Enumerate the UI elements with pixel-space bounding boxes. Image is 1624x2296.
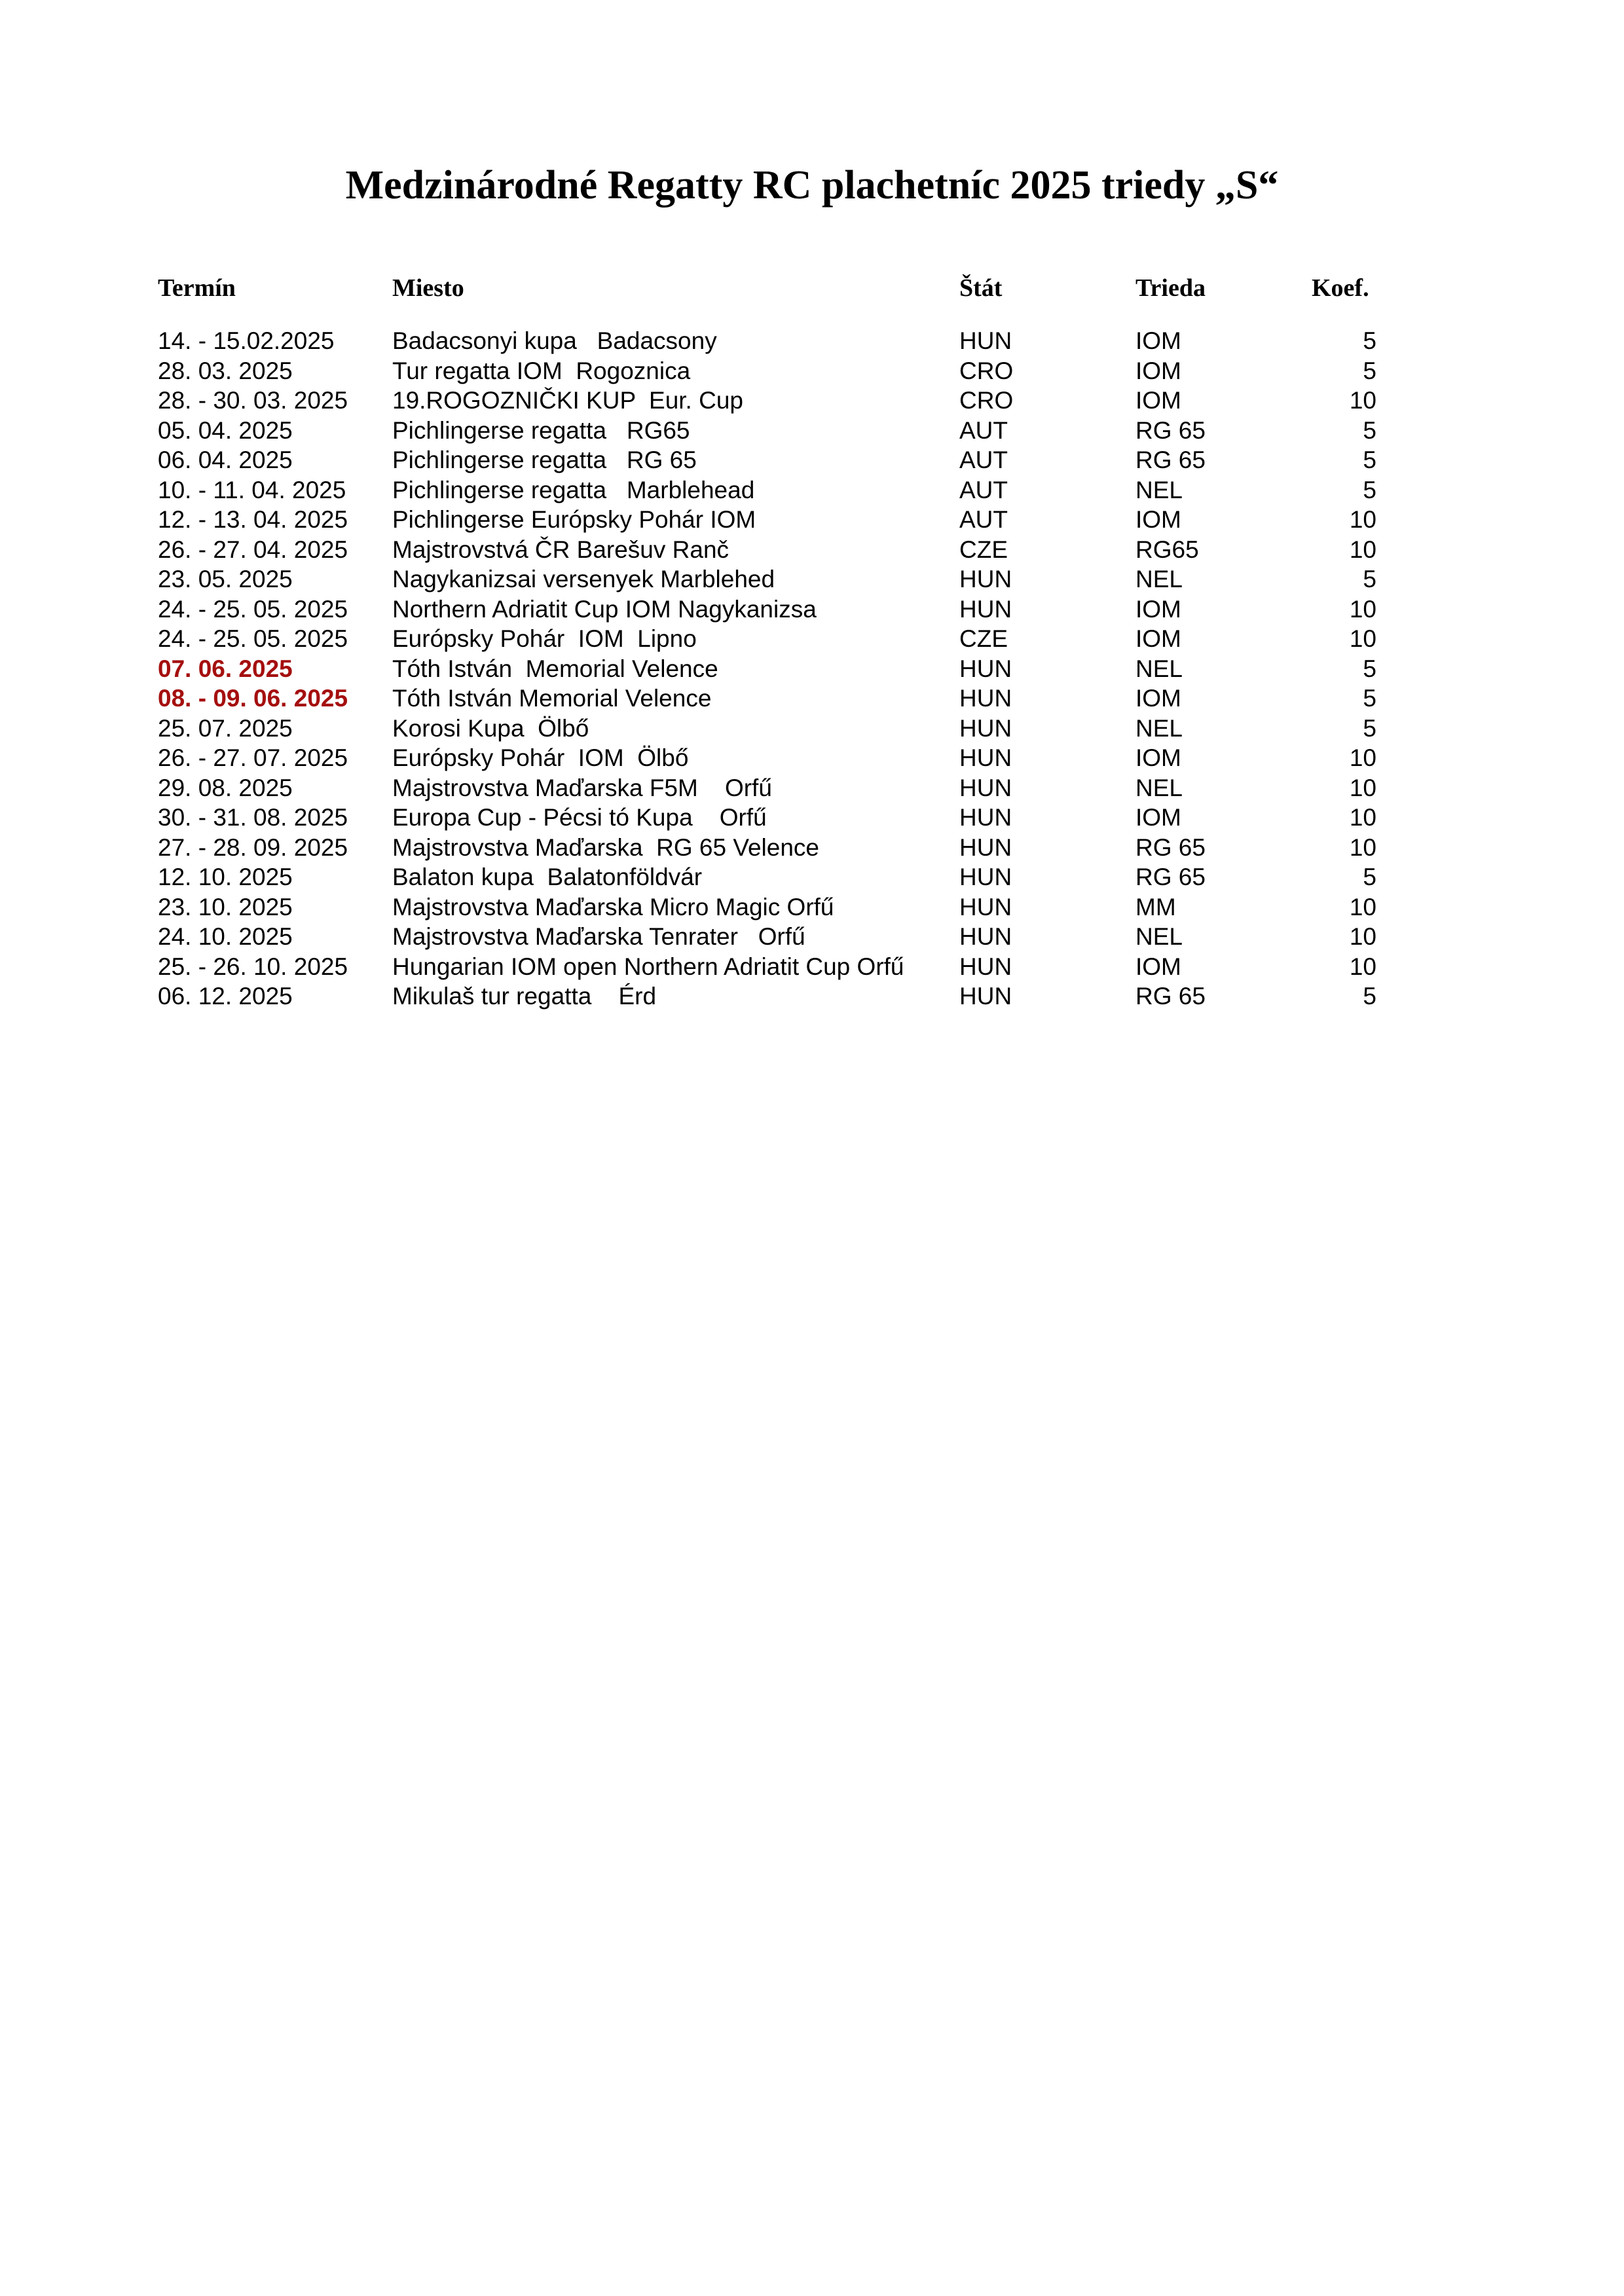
cell-coef: 10 (1349, 833, 1376, 861)
cell-place: Pichlingerse regatta RG 65 (392, 446, 697, 473)
cell-coef: 10 (1349, 923, 1376, 950)
cell-coef: 5 (1363, 566, 1376, 592)
cell-coef: 10 (1349, 953, 1376, 980)
table-row (0, 445, 1624, 475)
cell-place: Nagykanizsai versenyek Marblehed (392, 566, 775, 592)
cell-class: RG 65 (1135, 416, 1206, 444)
cell-state: HUN (959, 923, 1012, 950)
cell-place: Európsky Pohár IOM Lipno (392, 625, 697, 652)
cell-place: Hungarian IOM open Northern Adriatit Cup Orfű (392, 953, 904, 980)
cell-place: 19.ROGOZNIČKI KUP Eur. Cup (392, 387, 743, 414)
cell-class: RG65 (1135, 536, 1199, 563)
table-row (0, 654, 1624, 684)
cell-date: 25. 07. 2025 (158, 714, 293, 742)
table-row (0, 505, 1624, 535)
cell-coef: 10 (1349, 536, 1376, 563)
cell-place: Mikulaš tur regatta Érd (392, 983, 657, 1010)
cell-coef: 5 (1363, 714, 1376, 742)
cell-coef: 10 (1349, 506, 1376, 533)
cell-class: NEL (1135, 566, 1183, 592)
cell-state: CRO (959, 387, 1014, 414)
cell-state: HUN (959, 744, 1012, 771)
table-row (0, 386, 1624, 416)
cell-coef: 5 (1363, 655, 1376, 682)
cell-class: RG 65 (1135, 864, 1206, 890)
cell-place: Majstrovstva Maďarska Tenrater Orfű (392, 923, 805, 950)
cell-coef: 5 (1363, 416, 1376, 444)
cell-class: IOM (1135, 744, 1181, 771)
cell-state: HUN (959, 953, 1012, 980)
header-class: Trieda (1135, 274, 1206, 302)
cell-state: HUN (959, 983, 1012, 1010)
cell-class: IOM (1135, 685, 1181, 712)
header-place: Miesto (392, 274, 464, 302)
regatta-table (0, 326, 1624, 1011)
cell-date: 28. 03. 2025 (158, 357, 293, 384)
cell-place: Pichlingerse Európsky Pohár IOM (392, 506, 756, 533)
cell-coef: 5 (1363, 685, 1376, 712)
cell-coef: 5 (1363, 864, 1376, 890)
table-row (0, 952, 1624, 982)
cell-coef: 10 (1349, 625, 1376, 652)
table-row (0, 833, 1624, 863)
cell-class: NEL (1135, 923, 1183, 950)
cell-state: CZE (959, 625, 1008, 652)
cell-place: Európsky Pohár IOM Ölbő (392, 744, 689, 771)
header-state: Štát (959, 274, 1003, 302)
cell-date: 12. - 13. 04. 2025 (158, 506, 348, 533)
cell-coef: 10 (1349, 774, 1376, 801)
cell-class: NEL (1135, 655, 1183, 682)
header-coef: Koef. (1312, 274, 1369, 302)
table-row (0, 594, 1624, 625)
table-row (0, 803, 1624, 833)
cell-class: MM (1135, 893, 1176, 920)
cell-class: RG 65 (1135, 833, 1206, 861)
cell-class: IOM (1135, 506, 1181, 533)
cell-date: 24. - 25. 05. 2025 (158, 595, 348, 623)
table-row (0, 773, 1624, 803)
cell-state: HUN (959, 327, 1012, 354)
cell-date: 23. 10. 2025 (158, 893, 293, 920)
cell-coef: 5 (1363, 357, 1376, 384)
cell-place: Majstrovstva Maďarska F5M Orfű (392, 774, 772, 801)
cell-date: 28. - 30. 03. 2025 (158, 387, 348, 414)
table-row (0, 475, 1624, 505)
cell-place: Balaton kupa Balatonföldvár (392, 864, 703, 890)
cell-date: 27. - 28. 09. 2025 (158, 833, 348, 861)
cell-state: CRO (959, 357, 1014, 384)
document-title: Medzinárodné Regatty RC plachetníc 2025 triedy „S“ (345, 163, 1279, 208)
cell-class: IOM (1135, 953, 1181, 980)
cell-place: Korosi Kupa Ölbő (392, 714, 589, 742)
cell-coef: 10 (1349, 744, 1376, 771)
cell-date: 29. 08. 2025 (158, 774, 293, 801)
cell-coef: 10 (1349, 387, 1376, 414)
table-row (0, 981, 1624, 1011)
table-row (0, 326, 1624, 356)
cell-date: 24. - 25. 05. 2025 (158, 625, 348, 652)
table-row (0, 922, 1624, 952)
cell-date: 23. 05. 2025 (158, 566, 293, 592)
table-row (0, 564, 1624, 594)
cell-date: 24. 10. 2025 (158, 923, 293, 950)
cell-state: HUN (959, 566, 1012, 592)
table-header (0, 268, 1624, 308)
cell-coef: 5 (1363, 983, 1376, 1010)
cell-date: 14. - 15.02.2025 (158, 327, 335, 354)
cell-state: HUN (959, 864, 1012, 890)
table-row (0, 416, 1624, 446)
cell-date: 26. - 27. 04. 2025 (158, 536, 348, 563)
cell-place: Tóth István Memorial Velence (392, 685, 712, 712)
cell-coef: 10 (1349, 595, 1376, 623)
cell-date: 12. 10. 2025 (158, 864, 293, 890)
cell-date: 08. - 09. 06. 2025 (158, 685, 348, 712)
cell-state: AUT (959, 416, 1008, 444)
cell-place: Pichlingerse regatta RG65 (392, 416, 690, 444)
cell-place: Badacsonyi kupa Badacsony (392, 327, 717, 354)
table-row (0, 862, 1624, 892)
cell-class: RG 65 (1135, 446, 1206, 473)
cell-class: IOM (1135, 625, 1181, 652)
cell-date: 06. 04. 2025 (158, 446, 293, 473)
header-date: Termín (158, 274, 236, 302)
cell-place: Tóth István Memorial Velence (392, 655, 718, 682)
cell-class: IOM (1135, 387, 1181, 414)
cell-class: IOM (1135, 595, 1181, 623)
cell-class: IOM (1135, 327, 1181, 354)
cell-class: NEL (1135, 476, 1183, 503)
cell-date: 25. - 26. 10. 2025 (158, 953, 348, 980)
table-row (0, 743, 1624, 773)
table-row (0, 356, 1624, 386)
cell-coef: 5 (1363, 476, 1376, 503)
cell-class: IOM (1135, 357, 1181, 384)
cell-coef: 10 (1349, 804, 1376, 831)
cell-place: Majstrovstvá ČR Barešuv Ranč (392, 536, 729, 563)
cell-date: 06. 12. 2025 (158, 983, 293, 1010)
cell-state: AUT (959, 506, 1008, 533)
cell-date: 26. - 27. 07. 2025 (158, 744, 348, 771)
cell-state: HUN (959, 833, 1012, 861)
cell-state: HUN (959, 774, 1012, 801)
cell-class: NEL (1135, 774, 1183, 801)
cell-state: AUT (959, 476, 1008, 503)
cell-state: HUN (959, 893, 1012, 920)
cell-coef: 5 (1363, 327, 1376, 354)
cell-state: HUN (959, 595, 1012, 623)
cell-place: Tur regatta IOM Rogoznica (392, 357, 691, 384)
cell-class: RG 65 (1135, 983, 1206, 1010)
cell-date: 05. 04. 2025 (158, 416, 293, 444)
cell-state: HUN (959, 655, 1012, 682)
table-row (0, 535, 1624, 565)
table-row (0, 683, 1624, 714)
cell-place: Europa Cup - Pécsi tó Kupa Orfű (392, 804, 767, 831)
table-row (0, 714, 1624, 744)
cell-place: Northern Adriatit Cup IOM Nagykanizsa (392, 595, 817, 623)
cell-date: 30. - 31. 08. 2025 (158, 804, 348, 831)
cell-class: IOM (1135, 804, 1181, 831)
cell-state: HUN (959, 714, 1012, 742)
cell-place: Majstrovstva Maďarska RG 65 Velence (392, 833, 819, 861)
cell-state: AUT (959, 446, 1008, 473)
cell-state: HUN (959, 804, 1012, 831)
cell-date: 07. 06. 2025 (158, 655, 293, 682)
cell-place: Majstrovstva Maďarska Micro Magic Orfű (392, 893, 834, 920)
cell-place: Pichlingerse regatta Marblehead (392, 476, 755, 503)
cell-coef: 5 (1363, 446, 1376, 473)
table-row (0, 624, 1624, 654)
table-row (0, 892, 1624, 922)
cell-date: 10. - 11. 04. 2025 (158, 476, 346, 503)
cell-state: HUN (959, 685, 1012, 712)
cell-class: NEL (1135, 714, 1183, 742)
cell-coef: 10 (1349, 893, 1376, 920)
cell-state: CZE (959, 536, 1008, 563)
